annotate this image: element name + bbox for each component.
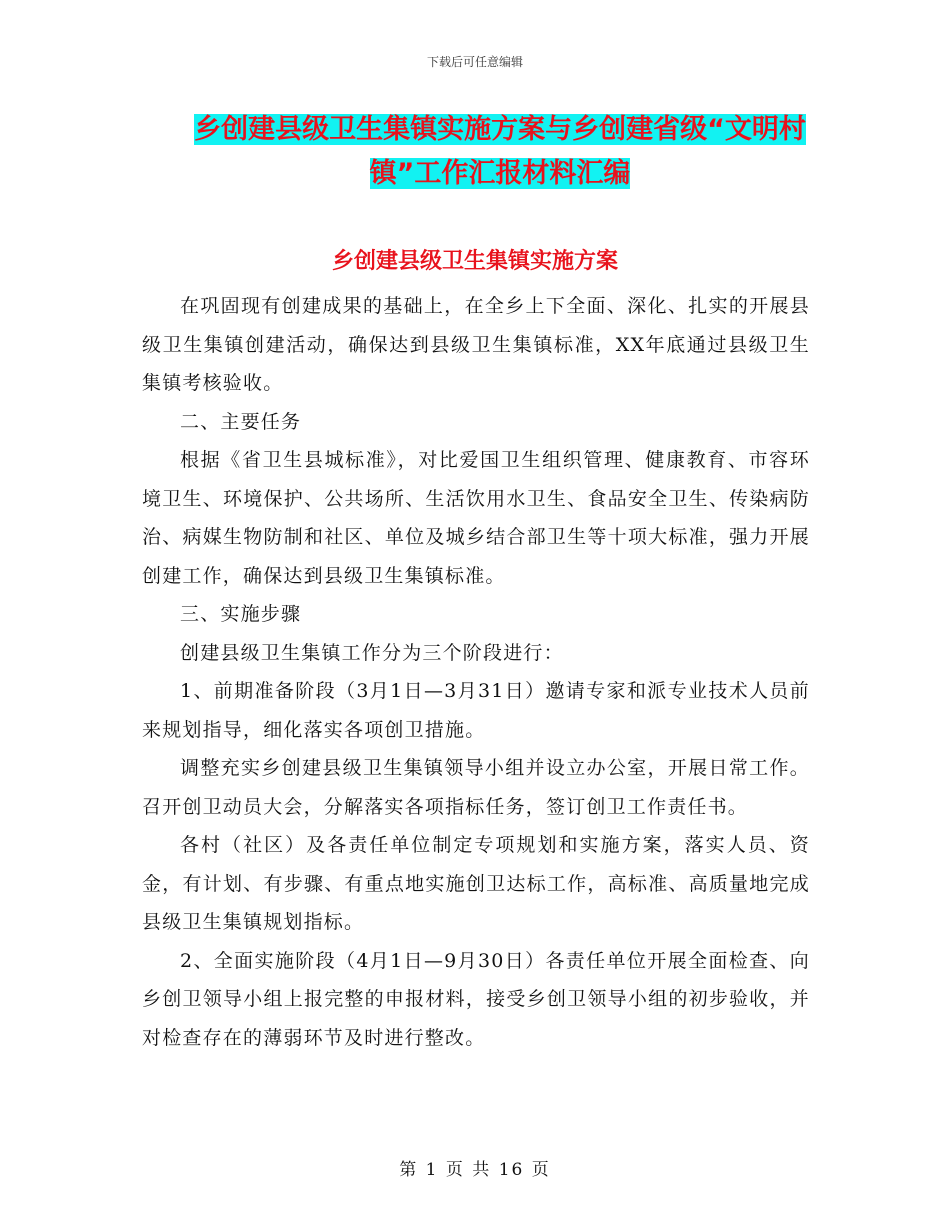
paragraph: 1、前期准备阶段（3月1日—3月31日）邀请专家和派专业技术人员前来规划指导，细化落实各项创卫措施。 [142, 680, 810, 741]
paragraph: 在巩固现有创建成果的基础上，在全乡上下全面、深化、扎实的开展县级卫生集镇创建活动，确保达到县级卫生集镇标准，XX年底通过县级卫生集镇考核验收。 [142, 295, 810, 394]
page-footer: 第 1 页 共 16 页 [399, 1160, 551, 1180]
paragraph: 创建县级卫生集镇工作分为三个阶段进行： [180, 641, 564, 664]
paragraph: 2、全面实施阶段（4月1日—9月30日）各责任单位开展全面检查、向乡创卫领导小组上报完整的申报材料，接受乡创卫领导小组的初步验收，并对检查存在的薄弱环节及时进行整改。 [142, 949, 810, 1049]
paragraph: 三、实施步骤 [180, 603, 302, 625]
document-title [180, 108, 820, 196]
section-title: 乡创建县级卫生集镇实施方案 [331, 249, 618, 274]
paragraph: 调整充实乡创建县级卫生集镇领导小组并设立办公室，开展日常工作。召开创卫动员大会，分解落实各项指标任务，签订创卫工作责任书。 [142, 757, 810, 818]
paragraph: 二、主要任务 [180, 410, 302, 433]
document-title-text: 乡创建县级卫生集镇实施方案与乡创建省级“文明村镇”工作汇报材料汇编 [194, 114, 806, 189]
document-body [142, 287, 810, 1057]
header-note: 下载后可任意编辑 [426, 55, 523, 69]
paragraph: 根据《省卫生县城标准》，对比爱国卫生组织管理、健康教育、市容环境卫生、环境保护、公共场所、生活饮用水卫生、食品安全卫生、传染病防治、病媒生物防制和社区、单位及城乡结合部卫生等十项大标准，强力开展创建工作，确保达到县级卫生集镇标准。 [142, 449, 810, 587]
paragraph: 各村（社区）及各责任单位制定专项规划和实施方案，落实人员、资金，有计划、有步骤、有重点地实施创卫达标工作，高标准、高质量地完成县级卫生集镇规划指标。 [142, 834, 810, 933]
